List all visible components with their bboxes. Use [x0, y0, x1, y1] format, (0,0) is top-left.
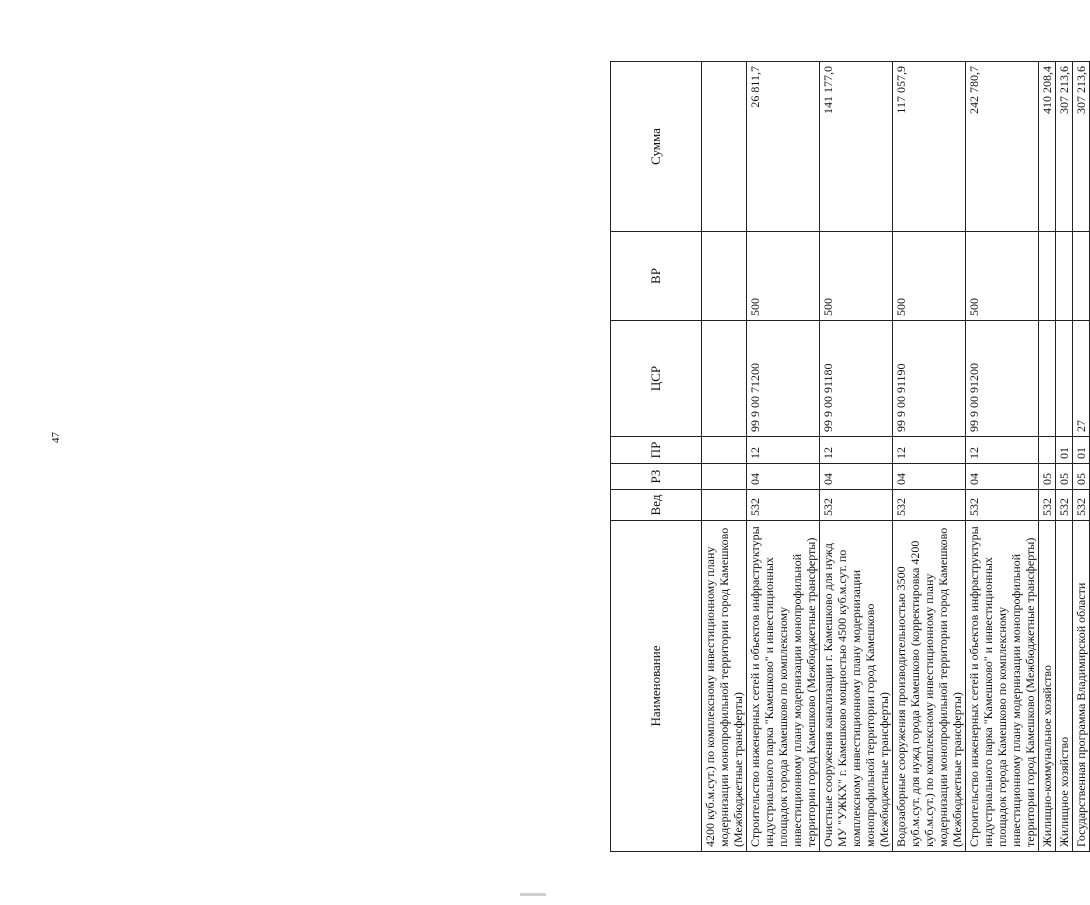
- cell-ved: 532: [1073, 490, 1090, 521]
- cell-sum: 242 780,7: [966, 62, 1039, 232]
- cell-vr: 500: [893, 232, 966, 321]
- table-row: [1039, 62, 1056, 852]
- cell-csr: [1056, 321, 1073, 437]
- header-name: Наименование: [611, 521, 702, 852]
- table-row: [702, 62, 747, 852]
- header-ved: Вед: [611, 490, 702, 521]
- cell-sum: 26 811,7: [747, 62, 820, 232]
- page-number: 47: [50, 432, 62, 443]
- cell-name: Водозаборные сооружения производительностью 3500 куб.м.сут. для нужд города Камешково (корректировка 4200 куб.м.сут.) по комплексному инвестиционному плану модернизации монопрофильной территории город Камешково (Межбюджетные трансферты): [893, 521, 966, 852]
- table-header-row: [611, 62, 702, 852]
- cell-rz: 05: [1073, 464, 1090, 490]
- cell-csr: 99 9 00 91200: [966, 321, 1039, 437]
- cell-rz: 04: [893, 464, 966, 490]
- cell-rz: [702, 464, 747, 490]
- cell-sum: 307 213,6: [1073, 62, 1090, 232]
- budget-table: [610, 61, 1090, 852]
- cell-name: Очистные сооружения канализации г. Камешково для нужд МУ "УЖКХ" г. Камешково мощностью 4500 куб.м.сут. по комплексному инвестиционному плану модернизации монопрофильной территории город Камешково (Межбюджетные трансферты): [820, 521, 893, 852]
- cell-vr: 500: [747, 232, 820, 321]
- cell-pr: 12: [966, 437, 1039, 464]
- rotated-table-wrapper: [610, 62, 1088, 852]
- cell-csr: [702, 321, 747, 437]
- cell-vr: 500: [820, 232, 893, 321]
- cell-sum: 141 177,0: [820, 62, 893, 232]
- table-row: [747, 62, 820, 852]
- cell-rz: 04: [966, 464, 1039, 490]
- cell-name: Жилищное хозяйство: [1056, 521, 1073, 852]
- cell-vr: [1039, 232, 1056, 321]
- cell-pr: 12: [820, 437, 893, 464]
- cell-pr: 01: [1056, 437, 1073, 464]
- cell-name: Жилищно-коммунальное хозяйство: [1039, 521, 1056, 852]
- cell-vr: 500: [966, 232, 1039, 321]
- table-row: [893, 62, 966, 852]
- cell-pr: 01: [1073, 437, 1090, 464]
- cell-vr: [1073, 232, 1090, 321]
- cell-sum: 117 057,9: [893, 62, 966, 232]
- cell-ved: 532: [893, 490, 966, 521]
- cell-name: Строительство инженерных сетей и объектов инфраструктуры индустриального парка "Камешково" и инвестиционных площадок города Камешково по комплексному инвестиционному плану модернизации монопрофильной территории город Камешково (Межбюджетные трансферты): [747, 521, 820, 852]
- cell-ved: 532: [1039, 490, 1056, 521]
- table-row: [1056, 62, 1073, 852]
- cell-sum: 410 208,4: [1039, 62, 1056, 232]
- header-sum: Сумма: [611, 62, 702, 232]
- table-row: [820, 62, 893, 852]
- cell-ved: 532: [966, 490, 1039, 521]
- cell-rz: 04: [747, 464, 820, 490]
- cell-vr: [702, 232, 747, 321]
- cell-pr: 12: [747, 437, 820, 464]
- cell-csr: 99 9 00 91190: [893, 321, 966, 437]
- cell-sum: [702, 62, 747, 232]
- cell-name: Государственная программа Владимирской области: [1073, 521, 1090, 852]
- cell-sum: 307 213,6: [1056, 62, 1073, 232]
- header-csr: ЦСР: [611, 321, 702, 437]
- header-pr: ПР: [611, 437, 702, 464]
- cell-rz: 05: [1039, 464, 1056, 490]
- cell-name: Строительство инженерных сетей и объектов инфраструктуры индустриального парка "Камешково" и инвестиционных площадок города Камешково по комплексному инвестиционному плану модернизации монопрофильной территории город Камешково (Межбюджетные трансферты): [966, 521, 1039, 852]
- table-row: [966, 62, 1039, 852]
- cell-ved: [702, 490, 747, 521]
- header-rz: РЗ: [611, 464, 702, 490]
- cell-ved: 532: [747, 490, 820, 521]
- scan-artifact: [520, 893, 546, 896]
- cell-rz: 04: [820, 464, 893, 490]
- cell-ved: 532: [1056, 490, 1073, 521]
- cell-csr: [1039, 321, 1056, 437]
- cell-ved: 532: [820, 490, 893, 521]
- cell-rz: 05: [1056, 464, 1073, 490]
- table-row: [1073, 62, 1090, 852]
- cell-pr: [702, 437, 747, 464]
- cell-pr: 12: [893, 437, 966, 464]
- header-vr: ВР: [611, 232, 702, 321]
- cell-csr: 27: [1073, 321, 1090, 437]
- cell-pr: [1039, 437, 1056, 464]
- cell-csr: 99 9 00 71200: [747, 321, 820, 437]
- cell-vr: [1056, 232, 1073, 321]
- cell-name: 4200 куб.м.сут.) по комплексному инвестиционному плану модернизации монопрофильной территории город Камешково (Межбюджетные трансферты): [702, 521, 747, 852]
- cell-csr: 99 9 00 91180: [820, 321, 893, 437]
